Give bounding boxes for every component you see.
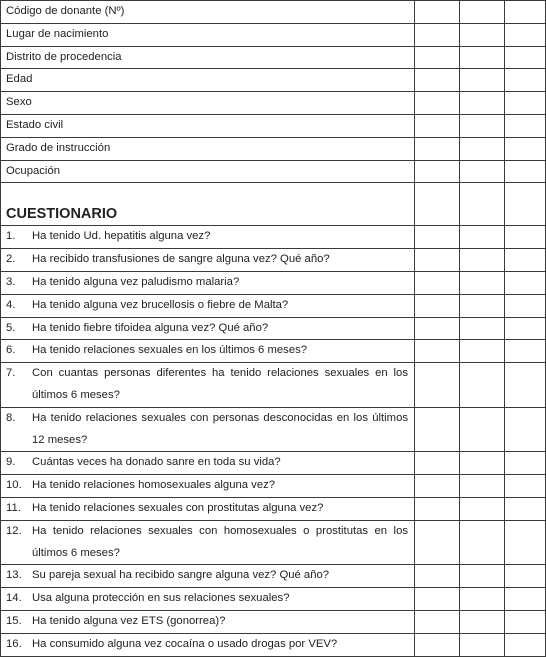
question-number: 7. — [6, 367, 16, 380]
donor-field-answer-box-1[interactable] — [415, 69, 460, 92]
question-answer-box-1[interactable] — [415, 475, 460, 498]
heading-empty-cell — [505, 183, 546, 226]
question-answer-box-2[interactable] — [460, 588, 505, 611]
question-cell — [1, 497, 415, 520]
donor-field-answer-box-3[interactable] — [505, 114, 546, 137]
question-line-2: 12 meses? — [32, 433, 88, 446]
question-answer-box-1[interactable] — [415, 497, 460, 520]
question-number: 6. — [6, 344, 16, 357]
questionnaire-heading-row — [1, 183, 546, 226]
question-answer-box-1[interactable] — [415, 271, 460, 294]
question-cell — [1, 588, 415, 611]
question-answer-box-3[interactable] — [505, 520, 546, 565]
donor-field-answer-box-2[interactable] — [460, 92, 505, 115]
question-line-1 — [6, 363, 414, 385]
question-text: Ha consumido alguna vez cocaína o usado drogas por VEV? — [32, 637, 338, 650]
question-text: Ha tenido alguna vez ETS (gonorrea)? — [32, 614, 226, 627]
question-answer-box-2[interactable] — [460, 226, 505, 249]
donor-field-answer-box-1[interactable] — [415, 160, 460, 183]
question-answer-box-2[interactable] — [460, 271, 505, 294]
question-answer-box-3[interactable] — [505, 363, 546, 408]
question-answer-box-3[interactable] — [505, 588, 546, 611]
donor-field-answer-box-1[interactable] — [415, 23, 460, 46]
question-cell — [1, 226, 415, 249]
donor-field-answer-box-1[interactable] — [415, 1, 460, 24]
question-text: Ha tenido relaciones sexuales con prostitutas alguna vez? — [32, 501, 324, 514]
heading-empty-cell — [415, 183, 460, 226]
donor-field-label: Sexo — [1, 92, 415, 115]
questionnaire-heading: CUESTIONARIO — [1, 183, 415, 226]
question-answer-box-2[interactable] — [460, 610, 505, 633]
question-text: Ha tenido relaciones sexuales con personas desconocidas en los últimos — [32, 411, 408, 424]
donor-field-answer-box-2[interactable] — [460, 137, 505, 160]
question-answer-box-3[interactable] — [505, 452, 546, 475]
question-answer-box-3[interactable] — [505, 249, 546, 272]
donor-field-answer-box-3[interactable] — [505, 160, 546, 183]
question-number: 12. — [6, 524, 22, 537]
donor-field-answer-box-2[interactable] — [460, 1, 505, 24]
question-text: Cuántas veces ha donado sanre en toda su vida? — [32, 456, 281, 469]
donor-field-label: Grado de instrucción — [1, 137, 415, 160]
question-row — [1, 497, 546, 520]
form-body — [1, 1, 546, 657]
question-answer-box-1[interactable] — [415, 363, 460, 408]
donor-field-row — [1, 69, 546, 92]
question-cell — [1, 452, 415, 475]
donor-field-answer-box-2[interactable] — [460, 160, 505, 183]
question-cell — [1, 249, 415, 272]
question-cell — [1, 294, 415, 317]
question-number: 14. — [6, 592, 22, 605]
question-number: 4. — [6, 298, 16, 311]
donor-field-answer-box-3[interactable] — [505, 137, 546, 160]
donor-field-label: Estado civil — [1, 114, 415, 137]
question-line-1 — [6, 521, 414, 543]
question-answer-box-2[interactable] — [460, 633, 505, 656]
donor-field-answer-box-3[interactable] — [505, 92, 546, 115]
question-answer-box-3[interactable] — [505, 317, 546, 340]
question-number: 1. — [6, 230, 16, 243]
donor-field-answer-box-2[interactable] — [460, 114, 505, 137]
question-row — [1, 588, 546, 611]
donor-field-answer-box-1[interactable] — [415, 114, 460, 137]
question-cell — [1, 520, 415, 565]
donor-field-row — [1, 1, 546, 24]
question-row — [1, 610, 546, 633]
question-row — [1, 475, 546, 498]
question-row — [1, 633, 546, 656]
question-text: Ha tenido Ud. hepatitis alguna vez? — [32, 230, 211, 243]
donor-field-answer-box-3[interactable] — [505, 23, 546, 46]
donor-field-label: Ocupación — [1, 160, 415, 183]
question-cell — [1, 317, 415, 340]
question-answer-box-2[interactable] — [460, 565, 505, 588]
question-row — [1, 340, 546, 363]
question-number: 15. — [6, 614, 22, 627]
donor-field-answer-box-2[interactable] — [460, 46, 505, 69]
question-answer-box-3[interactable] — [505, 565, 546, 588]
question-row — [1, 452, 546, 475]
question-number: 3. — [6, 275, 16, 288]
donor-field-row — [1, 23, 546, 46]
donor-field-answer-box-1[interactable] — [415, 137, 460, 160]
question-line-2: últimos 6 meses? — [32, 388, 120, 401]
question-row — [1, 407, 546, 452]
question-text: Usa alguna protección en sus relaciones sexuales? — [32, 592, 290, 605]
question-answer-box-2[interactable] — [460, 475, 505, 498]
question-row — [1, 317, 546, 340]
question-answer-box-2[interactable] — [460, 294, 505, 317]
question-answer-box-2[interactable] — [460, 407, 505, 452]
donor-field-answer-box-2[interactable] — [460, 69, 505, 92]
question-answer-box-3[interactable] — [505, 497, 546, 520]
question-text: Ha tenido fiebre tifoidea alguna vez? Qué año? — [32, 321, 269, 334]
question-row — [1, 520, 546, 565]
question-answer-box-1[interactable] — [415, 610, 460, 633]
question-number: 10. — [6, 479, 22, 492]
question-line-1 — [6, 408, 414, 430]
heading-empty-cell — [460, 183, 505, 226]
donor-field-row — [1, 92, 546, 115]
question-answer-box-1[interactable] — [415, 407, 460, 452]
question-row — [1, 226, 546, 249]
question-number: 9. — [6, 456, 16, 469]
donor-field-row — [1, 46, 546, 69]
question-cell — [1, 633, 415, 656]
question-answer-box-2[interactable] — [460, 520, 505, 565]
donor-field-label: Lugar de nacimiento — [1, 23, 415, 46]
question-answer-box-3[interactable] — [505, 633, 546, 656]
donor-field-row — [1, 160, 546, 183]
question-answer-box-1[interactable] — [415, 294, 460, 317]
question-answer-box-2[interactable] — [460, 452, 505, 475]
donor-field-row — [1, 114, 546, 137]
question-row — [1, 271, 546, 294]
question-answer-box-3[interactable] — [505, 407, 546, 452]
question-row — [1, 363, 546, 408]
question-cell — [1, 407, 415, 452]
donor-field-answer-box-3[interactable] — [505, 46, 546, 69]
question-answer-box-2[interactable] — [460, 363, 505, 408]
question-answer-box-2[interactable] — [460, 340, 505, 363]
question-answer-box-1[interactable] — [415, 520, 460, 565]
question-answer-box-1[interactable] — [415, 249, 460, 272]
donor-field-label: Código de donante (Nº) — [1, 1, 415, 24]
question-answer-box-3[interactable] — [505, 271, 546, 294]
question-answer-box-2[interactable] — [460, 249, 505, 272]
donor-field-answer-box-2[interactable] — [460, 23, 505, 46]
question-row — [1, 249, 546, 272]
question-text: Ha tenido relaciones sexuales con homosexuales o prostitutas en los — [32, 524, 408, 537]
question-answer-box-3[interactable] — [505, 226, 546, 249]
question-text: Ha recibido transfusiones de sangre alguna vez? Qué año? — [32, 253, 330, 266]
question-number: 2. — [6, 253, 16, 266]
question-answer-box-1[interactable] — [415, 633, 460, 656]
question-row — [1, 565, 546, 588]
donor-field-answer-box-1[interactable] — [415, 46, 460, 69]
question-cell — [1, 610, 415, 633]
question-text: Su pareja sexual ha recibido sangre alguna vez? Qué año? — [32, 569, 330, 582]
question-number: 8. — [6, 411, 16, 424]
question-answer-box-1[interactable] — [415, 226, 460, 249]
question-answer-box-1[interactable] — [415, 340, 460, 363]
question-answer-box-3[interactable] — [505, 294, 546, 317]
question-row — [1, 294, 546, 317]
question-number: 13. — [6, 569, 22, 582]
question-line-2: últimos 6 meses? — [32, 546, 120, 559]
question-number: 5. — [6, 321, 16, 334]
question-answer-box-2[interactable] — [460, 497, 505, 520]
donor-field-answer-box-3[interactable] — [505, 1, 546, 24]
question-cell — [1, 363, 415, 408]
question-answer-box-1[interactable] — [415, 317, 460, 340]
question-answer-box-2[interactable] — [460, 317, 505, 340]
donor-field-row — [1, 137, 546, 160]
question-text: Ha tenido relaciones sexuales en los últimos 6 meses? — [32, 344, 308, 357]
donor-field-answer-box-3[interactable] — [505, 69, 546, 92]
question-answer-box-3[interactable] — [505, 475, 546, 498]
question-cell — [1, 565, 415, 588]
question-answer-box-1[interactable] — [415, 452, 460, 475]
question-answer-box-1[interactable] — [415, 565, 460, 588]
question-answer-box-3[interactable] — [505, 610, 546, 633]
donor-field-label: Edad — [1, 69, 415, 92]
question-text: Ha tenido alguna vez brucellosis o fiebre de Malta? — [32, 298, 289, 311]
question-number: 11. — [6, 501, 21, 514]
question-number: 16. — [6, 637, 22, 650]
donor-field-label: Distrito de procedencia — [1, 46, 415, 69]
question-cell — [1, 340, 415, 363]
question-cell — [1, 271, 415, 294]
question-text: Con cuantas personas diferentes ha tenido relaciones sexuales en los — [32, 367, 408, 380]
question-answer-box-3[interactable] — [505, 340, 546, 363]
question-text: Ha tenido alguna vez paludismo malaria? — [32, 275, 240, 288]
question-text: Ha tenido relaciones homosexuales alguna vez? — [32, 479, 276, 492]
question-cell — [1, 475, 415, 498]
question-answer-box-1[interactable] — [415, 588, 460, 611]
donor-field-answer-box-1[interactable] — [415, 92, 460, 115]
